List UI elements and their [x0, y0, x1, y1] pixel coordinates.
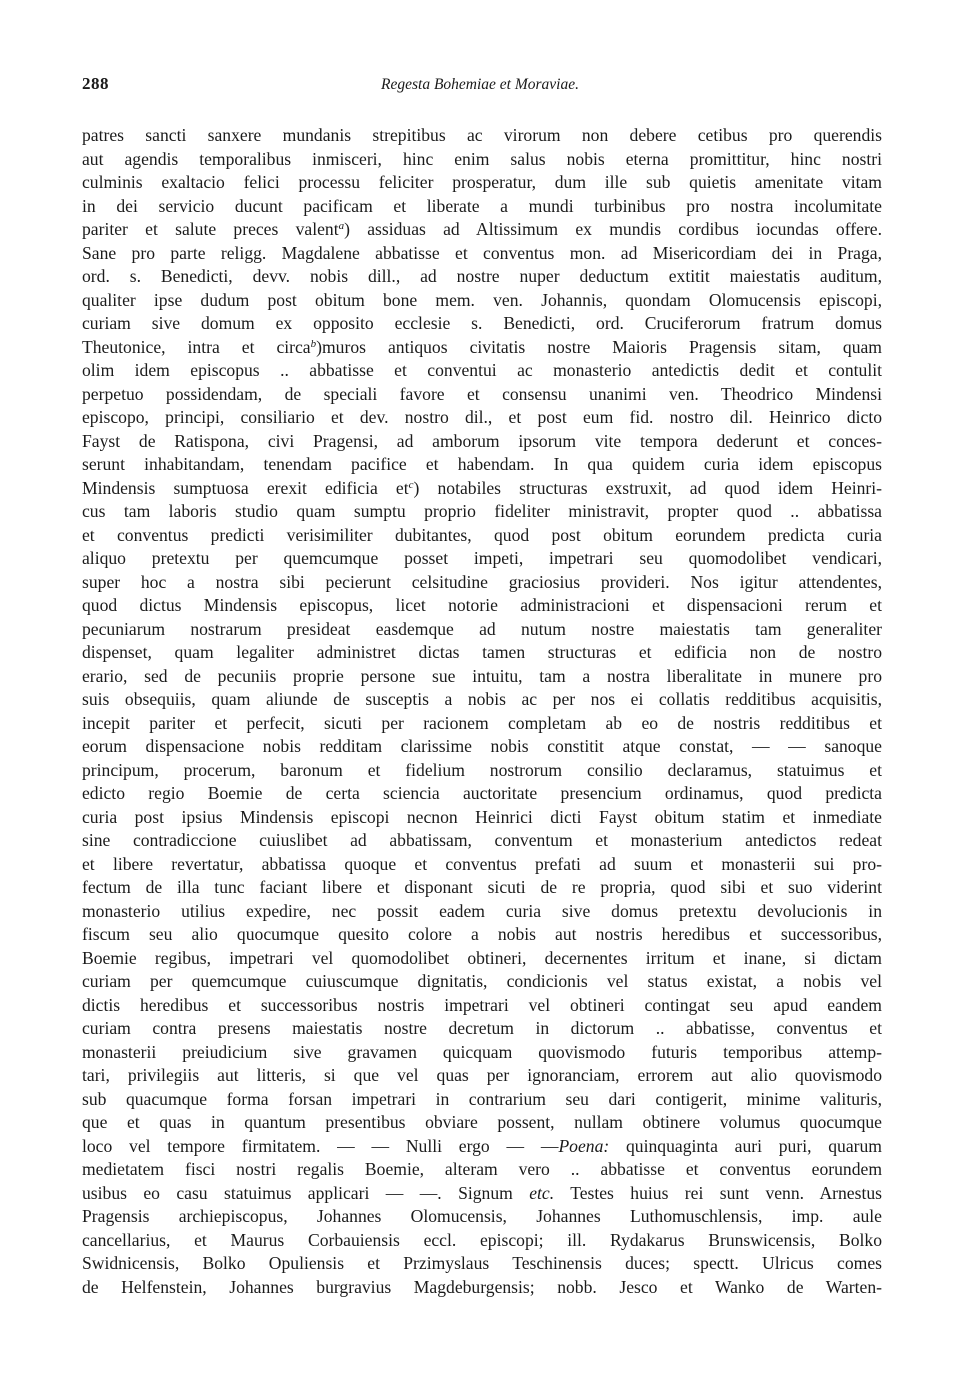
text-line: culminis exaltacio felici processu feliciter prosperatur, dum ille sub quietis amenitate vitam [82, 172, 882, 192]
text-line: sine contradiccione cuiuslibet ad abbatissam, conventum et monasterium antedictos redeat [82, 830, 882, 850]
text-line: Boemie regibus, impetrari vel quomodolibet obtineri, decernentes irritum et inane, si dictam [82, 947, 882, 968]
text-line: episcopo, principi, consiliario et dev. nostro dil., et post eum fid. nostro dil. Heinrico dicto [82, 407, 882, 427]
text-line: medietatem fisci nostri regalis Boemie, alteram vero .. abbatisse et conventus eorundem [82, 1159, 882, 1179]
line-text: usibus eo casu statuimus applicari — —. Signum [82, 1182, 513, 1203]
text-line [82, 1135, 882, 1159]
line-text: )muros antiquos civitatis nostre Maioris Pragensis sitam, quam [316, 336, 882, 357]
text-line: patres sancti sanxere mundanis strepitibus ac virorum non debere cetibus pro querendis [82, 125, 882, 145]
text-line: et conventus predicti verisimiliter dubitantes, quod post obitum eorundem predicta curia [82, 524, 882, 545]
line-text: Theutonice, intra et circa [82, 336, 311, 357]
text-line: in dei servicio ducunt pacificam et liberate a mundi turbinibus pro nostra incolumitate [82, 195, 882, 216]
text-line [82, 1182, 882, 1206]
page-header [82, 74, 878, 100]
text-line: cus tam laboris studio quam sumptu proprio fideliter ministravit, propter quod .. abbatissa [82, 501, 882, 521]
text-line: edicto regio Boemie de certa sciencia auctoritate presencium ordinamus, quod predicta [82, 783, 882, 803]
text-line: Swidnicensis, Bolko Opuliensis et Przimyslaus Teschinensis duces; spectt. Ulricus comes [82, 1253, 882, 1273]
text-line: curiam per quemcumque cuiuscumque dignitatis, condicionis vel status existat, a nobis vel [82, 971, 882, 991]
text-line [82, 218, 882, 242]
text-line: super hoc a nostra sibi pecierunt celsitudine graciosius provideri. Nos igitur attendentes, [82, 571, 882, 592]
body-text [82, 124, 882, 1299]
poena-label: Poena: [558, 1135, 610, 1156]
text-line: Fayst de Ratispona, civi Pragensi, ad amborum ipsorum vite tempora dederunt et conces- [82, 430, 882, 451]
text-line: pecuniarum nostrarum presideat easdemque ad nutum nostre maiestatis tam generaliter [82, 618, 882, 639]
text-line: curiam sive domum ex opposito ecclesie s. Benedicti, ord. Cruciferorum fratrum domus [82, 313, 882, 333]
text-line: olim idem episcopus .. abbatisse et conventui ac monasterio antedictis dedit et contulit [82, 360, 882, 380]
text-line: dictis heredibus et successoribus nostris impetrari vel obtineri contingat seu apud eandem [82, 994, 882, 1015]
text-line [82, 477, 882, 501]
text-line: aliquo pretextu per quemcumque posset impeti, impetrari seu quomodolibet vendicari, [82, 548, 882, 568]
text-line: serunt inhabitandam, tenendam pacifice et habendam. In qua quidem curia idem episcopus [82, 454, 882, 474]
text-line: curiam contra presens maiestatis nostre decretum in dictorum .. abbatisse, conventus et [82, 1018, 882, 1038]
line-text: Mindensis sumptuosa erexit edificia et [82, 477, 409, 498]
text-line: perpetuo possidendam, de speciali favore et consensu unanimi ven. Theodrico Mindensi [82, 383, 882, 404]
footnote-ref: a [338, 220, 345, 232]
footnote-ref: b [310, 337, 317, 350]
text-line: curia post ipsius Mindensis episcopi necnon Heinrici dicti Fayst obitum statim et inmediate [82, 806, 882, 827]
text-line: monasterii preiudicium sive gravamen quicquam quovismodo futuris temporibus attemp- [82, 1041, 882, 1062]
line-text: pariter et salute preces valent [82, 219, 339, 239]
text-line: ord. s. Benedicti, devv. nobis dill., ad nostre nuper deductum extitit maiestatis auditum, [82, 266, 882, 286]
text-line: tari, privilegiis aut litteris, si que vel quas per ignoranciam, errorem aut alio quovismodo [82, 1065, 882, 1085]
text-line: sub quacumque forma forsan impetrari in contrarium seu dari contigerit, minime valituris, [82, 1088, 882, 1109]
text-line: incepit pariter et perfecit, sicuti per racionem completam ab eo de nostris redditibus et [82, 712, 882, 733]
text-line: cancellarius, et Maurus Corbauiensis eccl. episcopi; ill. Rydakarus Brunswicensis, Bolko [82, 1229, 882, 1250]
line-text: Testes huius rei sunt venn. Arnestus [554, 1182, 882, 1203]
text-line: eorum dispensacione nobis redditam clarissime nobis constitit atque constat, — — sanoque [82, 736, 882, 756]
line-text: loco vel tempore firmitatem. — — Nulli ergo — — [82, 1135, 559, 1156]
text-line: monasterio utilius expedire, nec possit eadem curia sive domus pretextu devolucionis in [82, 900, 882, 921]
running-title: Regesta Bohemiae et Moraviae. [381, 76, 579, 93]
page-number: 288 [82, 74, 109, 93]
line-text: ) assiduas ad Altissimum ex mundis cordibus iocundas offere. [344, 219, 883, 239]
text-line: Sane pro parte religg. Magdalene abbatisse et conventus mon. ad Misericordiam dei in Praga, [82, 242, 882, 263]
text-line: erario, sed de pecuniis proprie persone sue intuitu, tam a nostra liberalitate in munere pro [82, 665, 882, 686]
text-line: qualiter ipse dudum post obitum bone mem. ven. Johannis, quondam Olomucensis episcopi, [82, 289, 882, 310]
text-line: que et quas in quantum presentibus obviare possent, nullam obtinere volumus quocumque [82, 1112, 882, 1132]
text-line: de Helfenstein, Johannes burgravius Magdeburgensis; nobb. Jesco et Wanko de Warten- [82, 1276, 882, 1297]
footnote-ref: c [408, 478, 414, 491]
text-line: suis obsequiis, quam aliunde de susceptis a nobis ac per nos ei collatis redditibus acquisitis, [82, 689, 882, 709]
text-line: Pragensis archiepiscopus, Johannes Olomucensis, Johannes Luthomuschlensis, imp. aule [82, 1206, 882, 1226]
text-line: et libere revertatur, abbatissa quoque et conventus prefati ad suum et monasterii sui pro- [82, 853, 882, 874]
text-line: fectum de illa tunc faciant libere et disponant sicuti de re propria, quod sibi et suo viderint [82, 877, 882, 897]
text-line: quod dictus Mindensis episcopus, licet notorie administracioni et dispensacioni rerum et [82, 595, 882, 615]
text-line: aut agendis temporalibus inmisceri, hinc enim salus nobis eterna promittitur, hinc nostri [82, 148, 882, 169]
text-line: dispenset, quam legaliter administret dictas tamen structuras et edificia non de nostro [82, 642, 882, 662]
line-text: ) notabiles structuras exstruxit, ad quod idem Heinri- [413, 477, 882, 498]
text-line: principum, procerum, baronum et fidelium nostrorum consilio declaramus, statuimus et [82, 759, 882, 780]
text-line: fiscum seu alio quocumque quesito colore a nobis aut nostris heredibus et successoribus, [82, 924, 882, 944]
etc-label: etc. [529, 1182, 555, 1203]
line-text: quinquaginta auri puri, quarum [609, 1135, 882, 1156]
text-line [82, 336, 882, 360]
